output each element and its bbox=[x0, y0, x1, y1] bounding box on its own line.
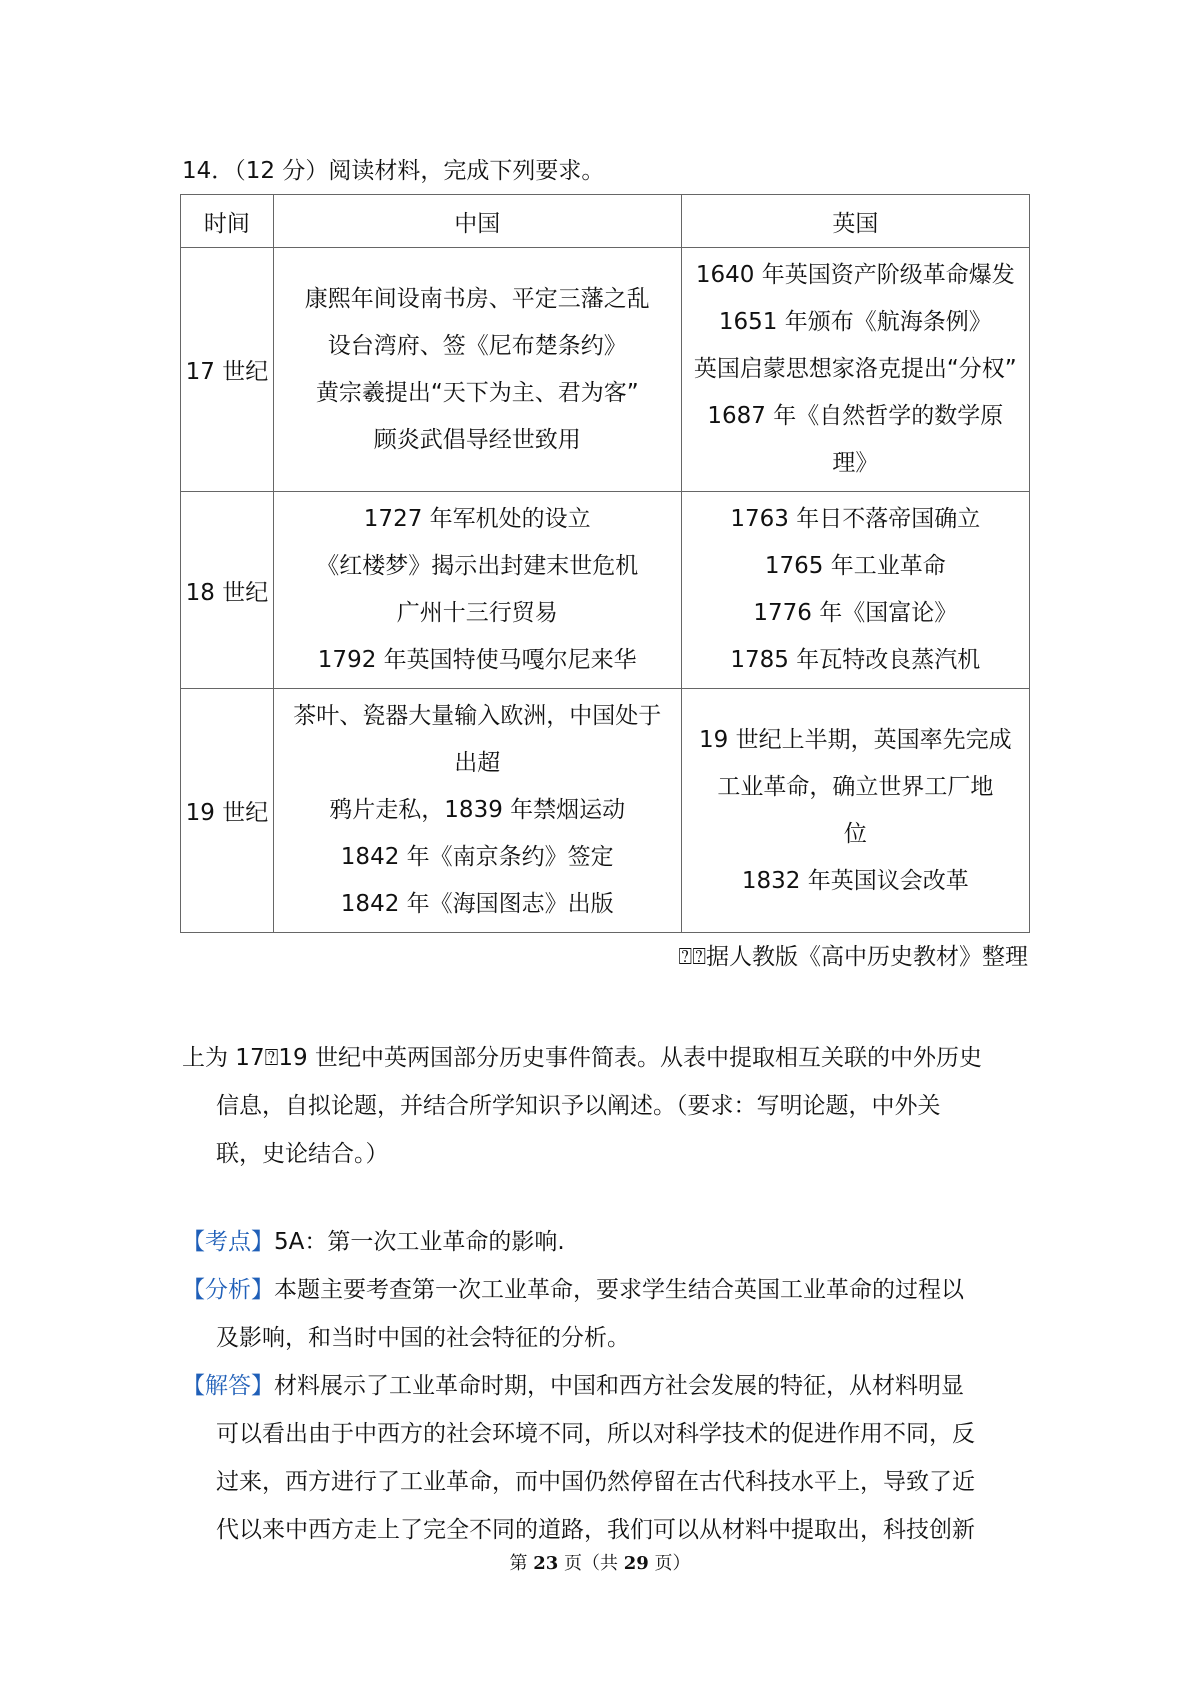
event-text: 1842 年《南京条约》签定 bbox=[340, 844, 614, 870]
period-cell: 19 世纪 bbox=[181, 689, 274, 933]
header-time: 时间 bbox=[181, 195, 274, 248]
event-text: 广州十三行贸易 bbox=[396, 600, 558, 626]
fenxi-line: 及影响，和当时中国的社会特征的分析。 bbox=[216, 1325, 630, 1351]
event-text: 康熙年间设南书房、平定三藩之乱 bbox=[304, 285, 650, 312]
prompt-line: 信息，自拟论题，并结合所学知识予以阐述。（要求：写明论题，中外关 bbox=[216, 1093, 941, 1119]
event-text: 1792 年英国特使马嘎尔尼来华 bbox=[317, 647, 637, 673]
event-text: 1763 年日不落帝国确立 bbox=[730, 506, 981, 532]
history-events-table bbox=[180, 194, 1030, 933]
jieda-line: 可以看出由于中西方的社会环境不同，所以对科学技术的促进作用不同，反 bbox=[216, 1421, 975, 1447]
header-britain: 英国 bbox=[681, 195, 1029, 248]
event-text: 工业革命，确立世界工厂地 bbox=[717, 773, 994, 800]
kaodian-tag: 【考点】 bbox=[182, 1229, 274, 1255]
table-row bbox=[181, 248, 1030, 492]
table-row bbox=[181, 689, 1030, 933]
event-text: 1765 年工业革命 bbox=[764, 553, 946, 579]
event-text: 1785 年瓦特改良蒸汽机 bbox=[730, 647, 981, 673]
footer-suffix: 页） bbox=[648, 1553, 691, 1574]
kaodian-text: 5A：第一次工业革命的影响. bbox=[274, 1229, 565, 1255]
event-text: 1651 年颁布《航海条例》 bbox=[718, 309, 992, 335]
table-header-row bbox=[181, 195, 1030, 248]
jieda-line: 材料展示了工业革命时期，中国和西方社会发展的特征，从材料明显 bbox=[274, 1373, 964, 1399]
page-total: 29 bbox=[623, 1553, 649, 1574]
event-text: 1727 年军机处的设立 bbox=[363, 506, 591, 532]
china-events-cell bbox=[273, 248, 681, 492]
jieda-section bbox=[182, 1362, 1032, 1554]
event-text: 1687 年《自然哲学的数学原 bbox=[707, 403, 1004, 429]
prompt-line: 上为 17⍰19 世纪中英两国部分历史事件简表。从表中提取相互关联的中外历史 bbox=[182, 1045, 982, 1071]
question-title: 14．（12 分）阅读材料，完成下列要求。 bbox=[182, 158, 605, 184]
jieda-line: 代以来中西方走上了完全不同的道路，我们可以从材料中提取出，科技创新 bbox=[216, 1517, 975, 1543]
china-events-cell bbox=[273, 492, 681, 689]
footer-prefix: 第 bbox=[509, 1553, 534, 1574]
jieda-line: 过来，西方进行了工业革命，而中国仍然停留在古代科技水平上，导致了近 bbox=[216, 1469, 975, 1495]
event-text: 1842 年《海国图志》出版 bbox=[340, 891, 614, 917]
fenxi-tag: 【分析】 bbox=[182, 1277, 274, 1303]
china-events-cell bbox=[273, 689, 681, 933]
header-china: 中国 bbox=[273, 195, 681, 248]
event-text: 黄宗羲提出“天下为主、君为客” bbox=[315, 379, 639, 406]
britain-events-cell bbox=[681, 248, 1029, 492]
period-cell: 18 世纪 bbox=[181, 492, 274, 689]
fenxi-section bbox=[182, 1266, 1032, 1362]
event-text: 《红楼梦》揭示出封建末世危机 bbox=[316, 553, 639, 579]
kaodian-section bbox=[182, 1218, 1032, 1266]
event-text: 鸦片走私，1839 年禁烟运动 bbox=[329, 797, 626, 823]
jieda-tag: 【解答】 bbox=[182, 1373, 274, 1399]
event-text: 位 bbox=[843, 820, 867, 847]
event-text: 1832 年英国议会改革 bbox=[741, 867, 969, 894]
event-text: 英国启蒙思想家洛克提出“分权” bbox=[693, 356, 1017, 382]
question-prompt bbox=[182, 1034, 1030, 1178]
period-cell: 17 世纪 bbox=[181, 248, 274, 492]
event-text: 设台湾府、签《尼布楚条约》 bbox=[327, 332, 627, 359]
fenxi-line: 本题主要考查第一次工业革命，要求学生结合英国工业革命的过程以 bbox=[274, 1277, 964, 1303]
britain-events-cell bbox=[681, 689, 1029, 933]
footer-middle: 页（共 bbox=[558, 1553, 624, 1574]
event-text: 1640 年英国资产阶级革命爆发 bbox=[695, 262, 1015, 288]
event-text: 19 世纪上半期，英国率先完成 bbox=[699, 726, 1012, 753]
event-text: 茶叶、瓷器大量输入欧洲，中国处于 bbox=[293, 703, 662, 729]
table-source-note: ⍰⍰据人教版《高中历史教材》整理 bbox=[678, 944, 1028, 970]
prompt-line: 联，史论结合。） bbox=[216, 1141, 389, 1167]
britain-events-cell bbox=[681, 492, 1029, 689]
event-text: 出超 bbox=[454, 750, 501, 776]
event-text: 1776 年《国富论》 bbox=[753, 600, 958, 626]
table-row bbox=[181, 492, 1030, 689]
page-footer bbox=[0, 1551, 1200, 1577]
event-text: 顾炎武倡导经世致用 bbox=[373, 426, 581, 453]
event-text: 理》 bbox=[832, 450, 879, 476]
page-number: 23 bbox=[533, 1553, 559, 1574]
